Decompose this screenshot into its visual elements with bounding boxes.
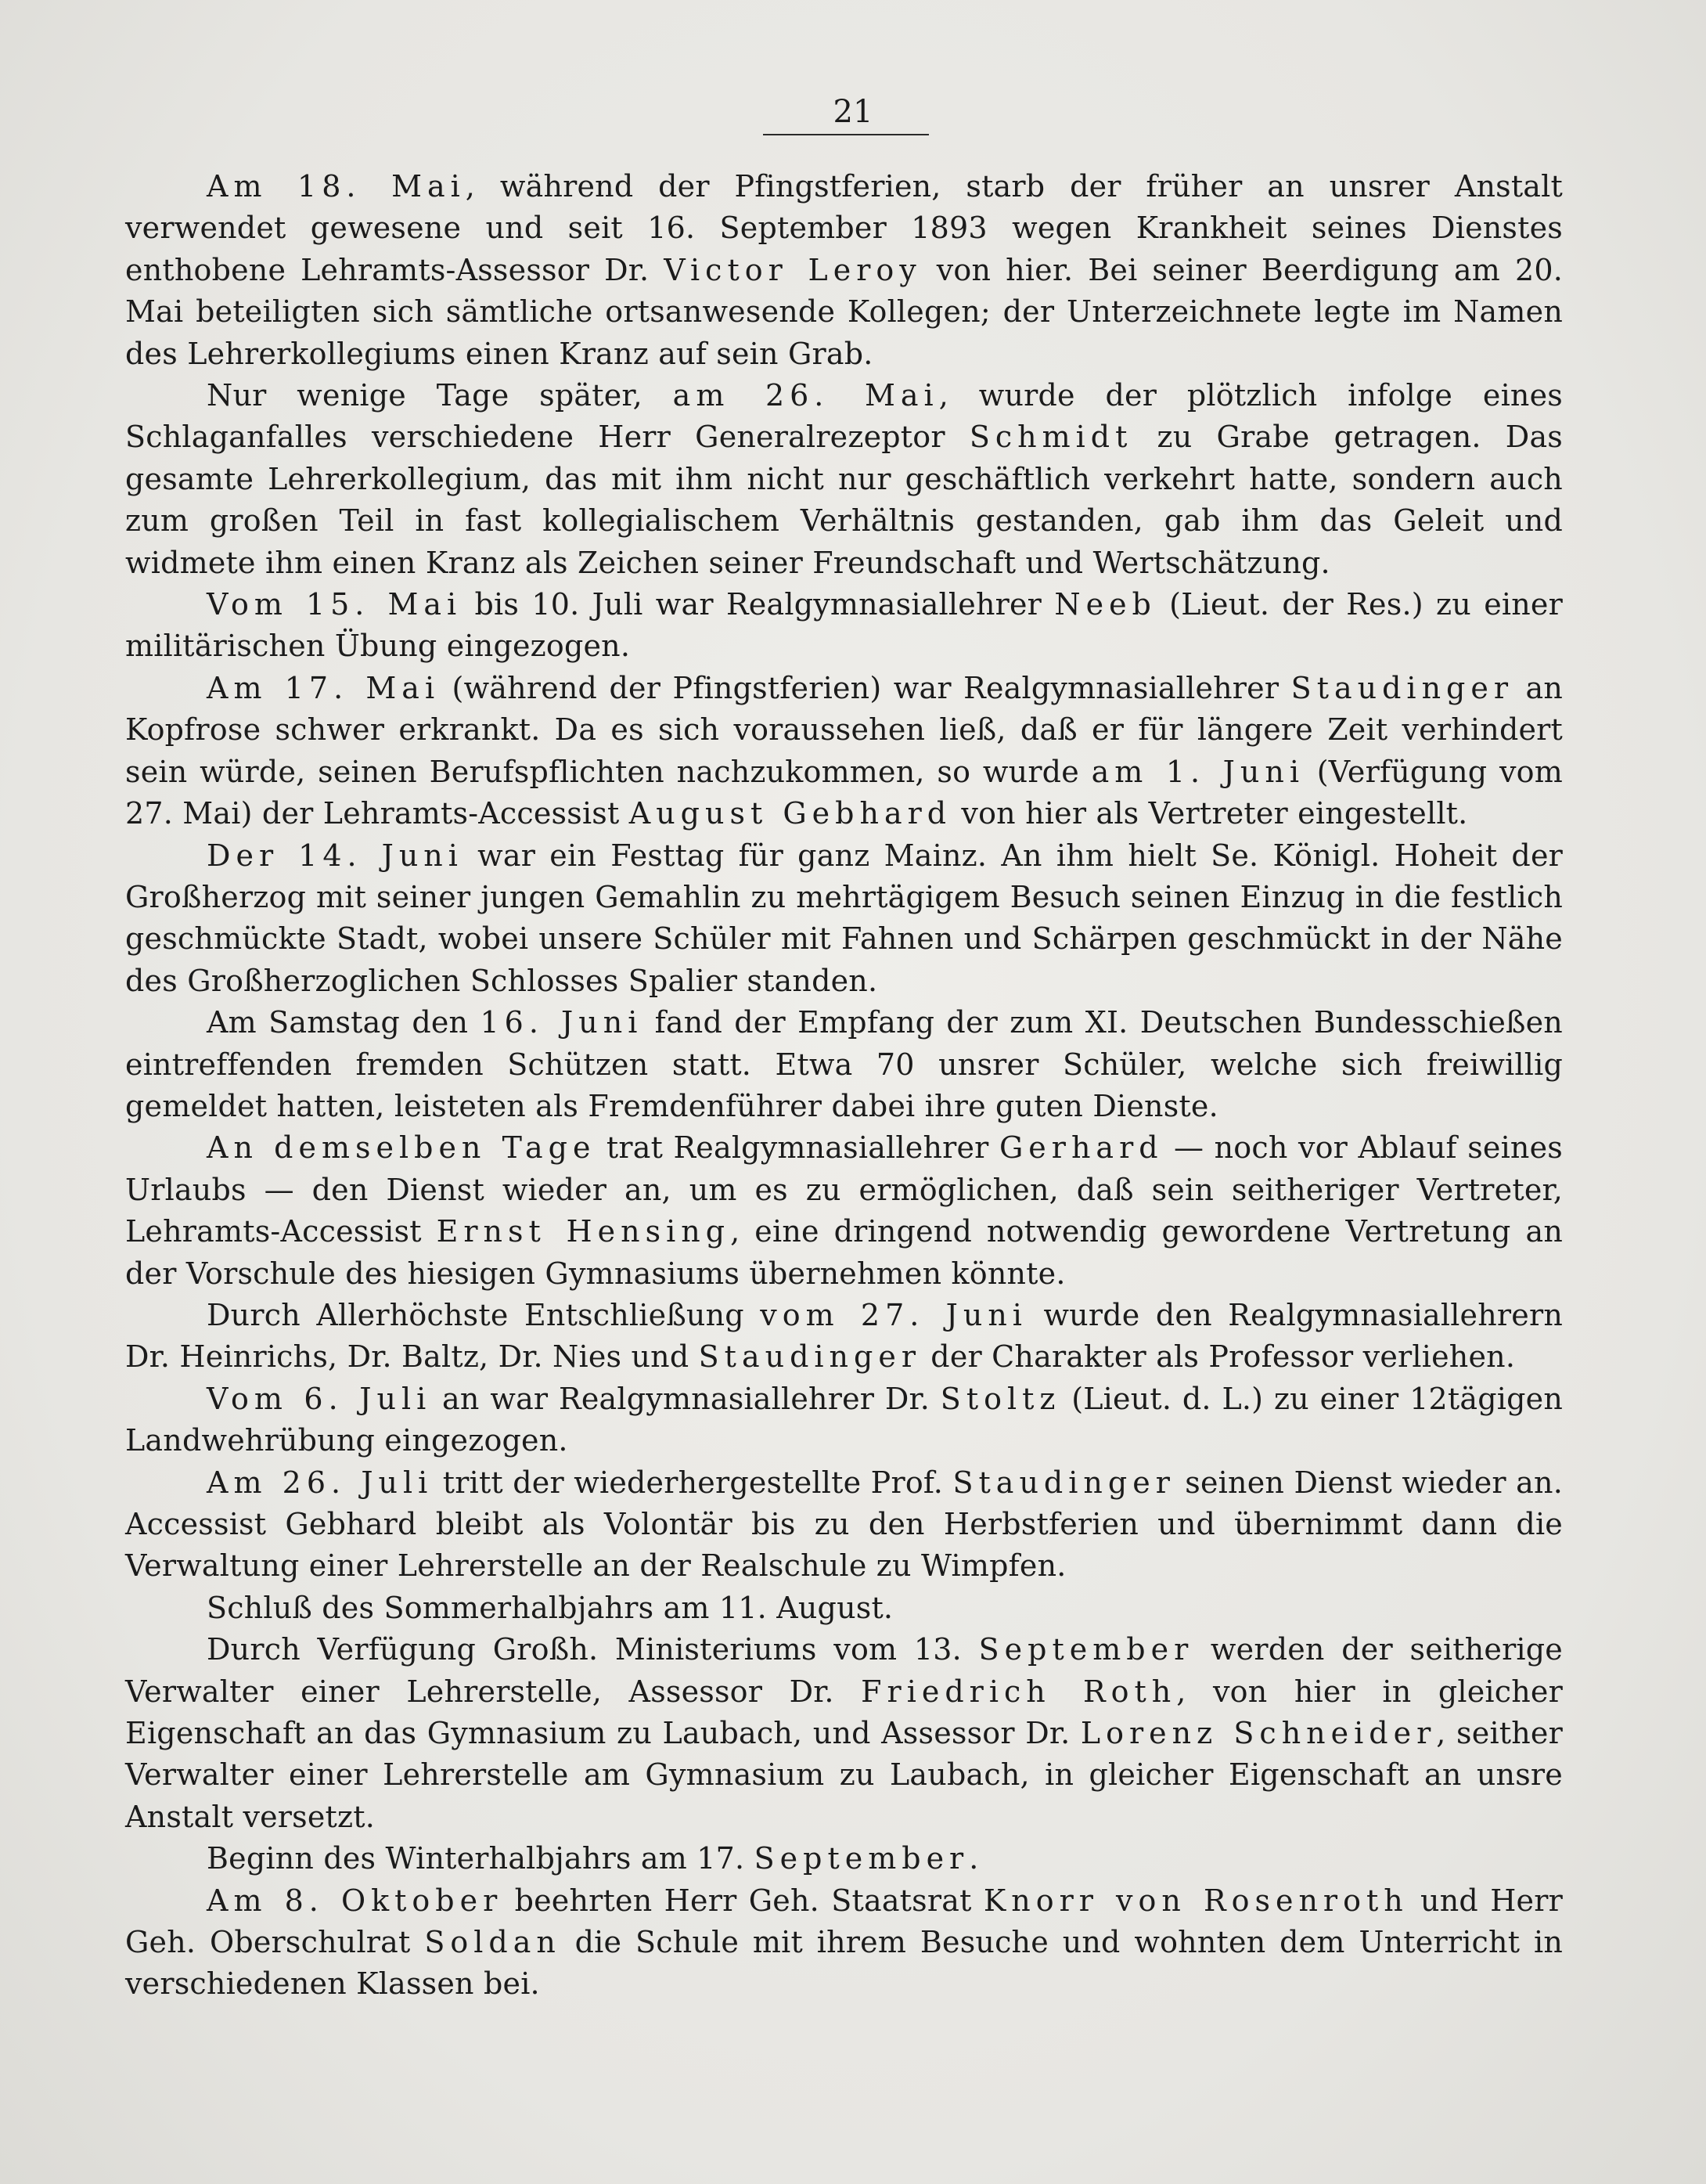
paragraph-text: an Kopfrose schwer erkrankt. Da es sich voraussehen ließ, daß er für längere Zeit verhindert sein würde, seinen Berufspflichten nachzukommen, so wurde: [125, 670, 1563, 789]
paragraph-stoltz-exercise: [125, 1379, 1563, 1462]
name-emphasis: Soldan: [424, 1925, 561, 1960]
paragraph-staudinger-illness: [125, 668, 1563, 835]
paragraph-text: wurde den Realgymnasiallehrern Dr. Heinrichs, Dr. Baltz, Dr. Nies und: [125, 1297, 1563, 1375]
name-emphasis: Staudinger: [952, 1465, 1175, 1500]
paragraph-text: zu Grabe getragen. Das gesamte Lehrerkollegium, das mit ihm nicht nur geschäftlich verkehrt hatte, sondern auch zum großen Teil in fast kollegialischem Verhältnis gestanden, gab ihm das Geleit und widmete ihm einen Kranz als Zeichen seiner Freundschaft und Wertschätzung.: [125, 420, 1564, 580]
date-emphasis: Am 17. Mai: [207, 670, 441, 705]
date-emphasis: 16. Juni: [480, 1005, 643, 1040]
paragraph-text: bis 10. Juli war Realgymnasiallehrer: [462, 587, 1055, 622]
paragraph-death-leroy: [125, 166, 1563, 375]
date-emphasis: Vom 15. Mai: [207, 587, 462, 622]
paragraph-text: an war Realgymnasiallehrer Dr.: [431, 1381, 941, 1416]
paragraph-text: von hier. Bei seiner Beerdigung am 20. Mai beteiligten sich sämtliche ortsanwesende Kollegen; der Unterzeichnete legte im Namen des Lehrerkollegiums einen Kranz auf sein Grab.: [125, 252, 1564, 371]
paragraph-text: (während der Pfingstferien) war Realgymnasiallehrer: [440, 670, 1291, 705]
paragraph-text: war ein Festtag für ganz Mainz. An ihm hielt Se. Königl. Hoheit der Großherzog mit seiner jungen Gemahlin zu mehrtägigem Besuch seinen Einzug in die festlich geschmückte Stadt, wobei unsere Schüler mit Fahnen und Schärpen geschmückt in der Nähe des Großherzoglichen Schlosses Spalier standen.: [125, 838, 1563, 998]
paragraph-text: von hier als Vertreter eingestellt.: [952, 796, 1468, 831]
paragraph-text: fand der Empfang der zum XI. Deutschen Bundesschießen eintreffenden fremden Schützen statt. Etwa 70 unsrer Schüler, welche sich freiwillig gemeldet hatten, leisteten als Fremdenführer dabei ihre guten Dienste.: [125, 1005, 1563, 1123]
paragraph-text: werden der seitherige Verwalter einer Lehrerstelle, Assessor Dr.: [125, 1632, 1563, 1709]
paragraph-shooting-festival: [125, 1002, 1563, 1127]
paragraph-text: Schluß des Sommerhalbjahrs am 11. August.: [207, 1590, 894, 1625]
name-emphasis: Knorr von Rosenroth: [983, 1883, 1409, 1918]
paragraph-winter-term-start: [125, 1838, 1563, 1879]
paragraph-text: (Verfügung vom 27. Mai) der Lehramts-Accessist: [125, 754, 1563, 831]
date-emphasis: am 1. Juni: [1091, 754, 1305, 789]
paragraph-text: (Lieut. d. L.) zu einer 12tägigen Landwehrübung eingezogen.: [125, 1381, 1563, 1458]
date-emphasis: vom 27. Juni: [760, 1297, 1028, 1332]
paragraph-text: und Herr Geh. Oberschulrat: [125, 1883, 1563, 1960]
page-number: 21: [833, 94, 873, 130]
date-emphasis: Am 26. Juli: [207, 1465, 434, 1500]
body-text: [125, 166, 1563, 2006]
paragraph-funeral-schmidt: [125, 375, 1563, 584]
paragraph-text: Am Samstag den: [207, 1005, 480, 1040]
date-emphasis: September: [978, 1632, 1194, 1667]
name-emphasis: Neeb: [1054, 587, 1157, 622]
name-emphasis: Gerhard: [999, 1130, 1164, 1166]
paragraph-text: .: [969, 1841, 979, 1876]
paragraph-transfers: [125, 1629, 1563, 1838]
paragraph-text: trat Realgymnasiallehrer: [596, 1130, 999, 1166]
paragraph-summer-term-end: [125, 1588, 1563, 1629]
name-emphasis: Staudinger: [1290, 670, 1514, 705]
paragraph-text: , von hier in gleicher Eigenschaft an das Gymnasium zu Laubach, und Assessor Dr.: [125, 1674, 1563, 1751]
paragraph-text: — noch vor Ablauf seines Urlaubs — den Dienst wieder an, um es zu ermöglichen, daß sein seitheriger Vertreter, Lehramts-Accessist: [125, 1130, 1563, 1249]
paragraph-text: beehrten Herr Geh. Staatsrat: [502, 1883, 984, 1918]
name-emphasis: Stoltz: [940, 1381, 1061, 1416]
name-emphasis: August Gebhard: [628, 796, 952, 831]
paragraph-text: (Lieut. der Res.) zu einer militärischen Übung eingezogen.: [125, 587, 1563, 664]
paragraph-festival-day: [125, 835, 1563, 1003]
paragraph-text: Beginn des Winterhalbjahrs am 17.: [207, 1841, 754, 1876]
paragraph-text: , seither Verwalter einer Lehrerstelle am Gymnasium zu Laubach, in gleicher Eigenschaft an unsre Anstalt versetzt.: [125, 1716, 1563, 1834]
paragraph-text: , während der Pfingstferien, starb der früher an unsrer Anstalt verwendet gewesene und seit 16. September 1893 wegen Krankheit seines Dienstes enthobene Lehramts-Assessor Dr.: [125, 169, 1563, 287]
date-emphasis: am 26. Mai: [672, 378, 939, 413]
paragraph-official-visit: [125, 1880, 1563, 2006]
paragraph-text: Durch Allerhöchste Entschließung: [207, 1297, 761, 1332]
paragraph-text: die Schule mit ihrem Besuche und wohnten dem Unterricht in verschiedenen Klassen bei.: [125, 1925, 1563, 2002]
name-emphasis: Lorenz Schneider: [1080, 1716, 1437, 1751]
name-emphasis: Schmidt: [969, 420, 1133, 455]
date-emphasis: Am 8. Oktober: [207, 1883, 503, 1918]
date-emphasis: September: [754, 1841, 970, 1876]
name-emphasis: Staudinger: [698, 1339, 922, 1375]
paragraph-professor-title: [125, 1295, 1563, 1379]
paragraph-text: Durch Verfügung Großh. Ministeriums vom 13.: [207, 1632, 979, 1667]
paragraph-text: Nur wenige Tage später,: [207, 378, 673, 413]
name-emphasis: Friedrich Roth: [861, 1674, 1177, 1709]
paragraph-text: , eine dringend notwendig gewordene Vertretung an der Vorschule des hiesigen Gymnasiums übernehmen könnte.: [125, 1214, 1563, 1291]
date-emphasis: Am 18. Mai: [207, 169, 466, 204]
paragraph-text: , wurde der plötzlich infolge eines Schlaganfalles verschiedene Herr Generalrezeptor: [125, 378, 1563, 455]
name-emphasis: Ernst Hensing: [436, 1214, 731, 1249]
name-emphasis: Victor Leroy: [664, 252, 922, 287]
paragraph-gerhard-return: [125, 1127, 1563, 1295]
paragraph-neeb-exercise: [125, 584, 1563, 668]
paragraph-text: der Charakter als Professor verliehen.: [921, 1339, 1516, 1375]
date-emphasis: Der 14. Juni: [207, 838, 463, 873]
paragraph-staudinger-return: [125, 1462, 1563, 1588]
header-rule: [763, 134, 929, 135]
paragraph-text: seinen Dienst wieder an. Accessist Gebhard bleibt als Volontär bis zu den Herbstferien und übernimmt dann die Verwaltung einer Lehrerstelle an der Realschule zu Wimpfen.: [125, 1465, 1563, 1584]
date-emphasis: An demselben Tage: [207, 1130, 596, 1166]
date-emphasis: Vom 6. Juli: [207, 1381, 432, 1416]
paragraph-text: tritt der wiederhergestellte Prof.: [433, 1465, 953, 1500]
